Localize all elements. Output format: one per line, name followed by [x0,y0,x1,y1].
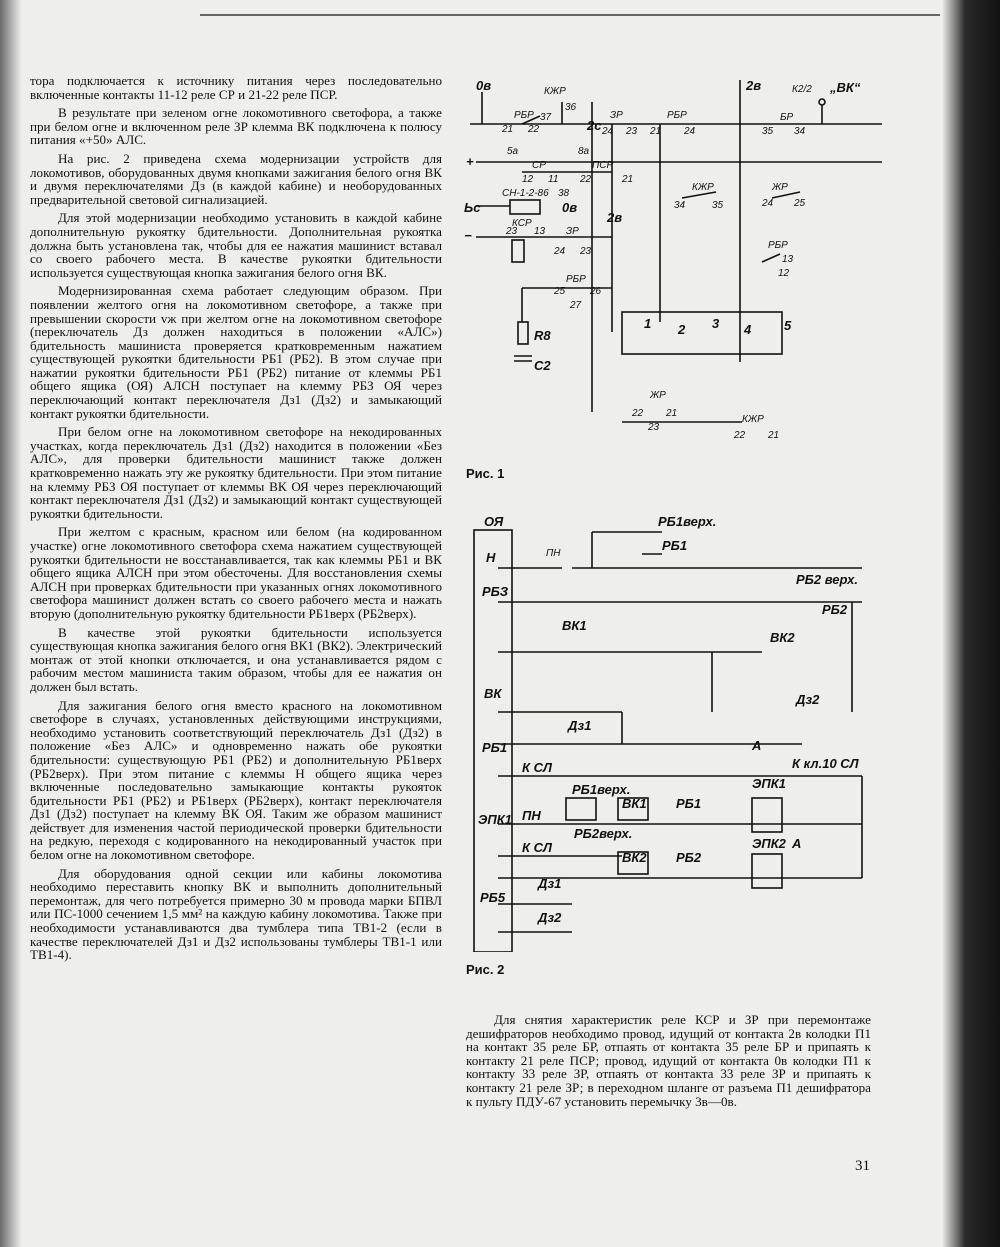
fig1-label: 13 [782,254,794,265]
fig1-label: 23 [648,422,660,433]
paragraph: Для зажигания белого огня вместо красного на локомотивном светофоре в случаях, установленных действующими инструкциями, необходимо установить соответствующий переключатель Дз1 (Дз2) в положение «Без АЛС» и одновременно нажать обе рукоятки бдительности: существующую РБ1 (РБ2) и дополнительную РБ1верх (РБ2верх). При этом питание с клеммы Н общего ящика через включенные последовательно замыкающие контакты рукояток бдительности РБ1 (РБ2) и РБ1верх (РБ2верх), контакт переключателя Дз1 (Дз2) поступает на клемму ВК ОЯ. Таким же образом машинист действует для изменения частой периодической проверки бдительности на редкую, переходя с кодированного на некодированный участок при белом огне на локомотивном светофоре. [30,697,442,863]
figure-2-schematic [462,512,882,952]
figure-1-caption: Рис. 1 [466,466,505,481]
paragraph: Для этой модернизации необходимо установить в каждой кабине дополнительную рукоятку бдительности. Дополнительная рукоятка должна быть установлена так, чтобы для ее нажатия машинист вставал со своего рабочего места. В качестве рукоятки бдительности используется существующая кнопка зажигания белого огня ВК. [30,210,442,280]
fig2-label: ВК1 [622,796,647,811]
fig2-label: К кл.10 СЛ [792,756,859,771]
fig1-label: 23 [626,126,638,137]
fig2-label: РБ1верх. [572,782,631,797]
paragraph: Модернизированная схема работает следующим образом. При появлении желтого огня на локомотивном светофоре, а также при превышении скорости vж при желтом огне на локомотивном светофоре (переключатель Дз должен находиться в положении «АЛС») бдительность машиниста проверяется кратковременным нажатием существующей рукоятки бдительности РБ1 (РБ2). В этом случае при нажатии рукоятки бдительности РБ1 (РБ2) питание от клеммы РБ1 общего ящика (ОЯ) АЛСН поступает на клемму РБЗ ОЯ через переключающий контакт переключателя Дз1 (Дз2) и замыкающий контакт рукоятки бдительности. [30,283,442,421]
fig1-label: РБР [667,110,687,121]
fig2-label: Дз2 [796,692,820,707]
fig2-label: Дз1 [568,718,592,733]
paragraph: При желтом с красным, красном или белом (на кодированном участке) огне локомотивного светофора схема нажатием существующей рукоятки бдительности не восстанавливается, так как клеммы РБ1 и ВК общего ящика АЛСН при этом обесточены. Для восстановления схемы АЛСН при проверках бдительности при указанных огнях локомотивного светофора машинист должен встать со своего рабочего места и нажать вторую (дополнительную рукоятку бдительности РБ1верх (РБ2верх). [30,524,442,621]
left-text-column [30,74,442,967]
fig1-label: 0в [562,200,578,215]
fig1-label: 4 [744,322,752,337]
paragraph: В результате при зеленом огне локомотивного светофора, а также при белом огне и включенном реле ЗР клемма ВК подключена к полюсу питания «+50» АЛС. [30,105,442,148]
fig2-label: ЭПК2 [752,836,786,851]
figure-2-caption: Рис. 2 [466,962,505,977]
fig1-label: 21 [650,126,662,137]
fig1-label: 5 [784,318,792,333]
fig1-label: 36 [565,102,577,113]
fig1-label: ЖР [650,390,666,401]
fig1-label: РБР [514,110,534,121]
fig2-label: Дз2 [538,910,562,925]
fig2-label: РБ1 [662,538,688,553]
fig1-label: 27 [570,300,582,311]
top-rule [200,14,940,16]
fig1-label: 25 [794,198,806,209]
fig1-label: 24 [762,198,774,209]
scan-edge-left [0,0,22,1247]
fig1-label: РБР [566,274,586,285]
fig1-label: 8а [578,146,590,157]
fig1-label: КСР [512,218,532,229]
fig2-label: ПН [546,548,561,559]
fig1-label: 23 [506,226,518,237]
fig1-label: 22 [632,408,644,419]
fig2-label: РБЗ [482,584,509,599]
fig1-label: R8 [534,328,551,343]
fig2-label: ВК2 [622,850,647,865]
fig1-label: 21 [666,408,678,419]
fig1-label: ПСР [592,160,614,171]
fig2-label: ВК [484,686,502,701]
fig1-label: + [466,154,474,169]
paragraph: Для оборудования одной секции или кабины локомотива необходимо переставить кнопку ВК и выполнить дополнительный перемонтаж, для чего потребуется примерно 30 м провода марки БПВЛ или ПС-1000 сечением 1,5 мм² на каждую кабину локомотива. Также при необходимости устанавливаются два тумблера типа ТВ1-2 (если в качестве переключателей Дз1 и Дз2 использованы тумблеры ТВ1-1 или ТВ1-4). [30,865,442,963]
fig1-label: 23 [580,246,592,257]
fig1-label: 24 [554,246,566,257]
figure-1-schematic [462,72,882,452]
fig1-label: КЖР [544,86,566,97]
fig2-label: ПН [522,808,541,823]
page-number: 31 [855,1158,870,1174]
fig2-label: ВК1 [562,618,587,633]
fig1-label: 2с [587,118,602,133]
fig1-label: КЖР [692,182,714,193]
fig2-label: ВК2 [770,630,795,645]
fig1-label: Ьс [464,200,481,215]
fig2-label: РБ1 [676,796,702,811]
fig1-label: 12 [778,268,790,279]
fig1-label: КЖР [742,414,764,425]
fig1-label: − [464,228,472,243]
fig1-label: 38 [558,188,570,199]
fig1-label: К2/2 [792,84,812,95]
right-text-column [466,1013,871,1108]
fig1-label: С2 [534,358,551,373]
fig1-label: 21 [768,430,780,441]
fig1-label: 34 [674,200,686,211]
fig2-label: РБ2 верх. [796,572,858,587]
fig1-label: 0в [476,78,492,93]
fig1-label: 25 [554,286,566,297]
fig1-label: ЖР [772,182,788,193]
fig2-label: К СЛ [522,760,552,775]
fig1-label: „ВК“ [830,80,861,95]
fig1-label: 3 [712,316,720,331]
fig1-label: БР [780,112,794,123]
paragraph: В качестве этой рукоятки бдительности используется существующая кнопка зажигания белого огня ВК1 (ВК2). Электрический монтаж от этой кнопки отключается, и она устанавливается рядом с рабочим местом машиниста таким образом, чтобы для ее нажатия он должен был встать. [30,624,442,694]
fig2-label: К СЛ [522,840,552,855]
fig2-label: А [752,738,762,753]
fig2-label: Дз1 [538,876,562,891]
fig2-label: Н [486,550,496,565]
fig1-label: 21 [502,124,514,135]
fig1-label: ЗР [566,226,579,237]
fig2-label: РБ2верх. [574,826,633,841]
fig1-label: 24 [684,126,696,137]
fig1-label: 22 [734,430,746,441]
fig1-label: СР [532,160,546,171]
paragraph: На рис. 2 приведена схема модернизации устройств для локомотивов, оборудованных двумя кнопками зажигания белого огня ВК и двумя переключателями Дз (в каждой кабине) и необорудованных предварительной световой сигнализацией. [30,150,442,207]
scan-edge-right [942,0,1000,1247]
fig1-label: 34 [794,126,806,137]
fig1-label: 5а [507,146,519,157]
fig1-label: СН-1-2-86 [502,188,549,199]
fig2-label: РБ2 [822,602,848,617]
fig1-label: 12 [522,174,534,185]
fig1-label: 2в [746,78,762,93]
fig1-label: РБР [768,240,788,251]
fig1-label: 26 [590,286,602,297]
fig2-label: РБ5 [480,890,506,905]
paragraph: тора подключается к источнику питания через последовательно включенные контакты 11-12 реле СР и 21-22 реле ПСР. [30,73,442,102]
fig1-label: 2в [607,210,623,225]
fig2-label: ЭПК1 [752,776,786,791]
fig1-label: 22 [580,174,592,185]
fig2-label: ЭПК1 [478,812,512,827]
fig1-label: 22 [528,124,540,135]
fig1-label: 2 [678,322,686,337]
fig2-label: А [792,836,802,851]
fig2-label: РБ1верх. [658,514,717,529]
fig2-label: РБ2 [676,850,702,865]
fig1-label: 13 [534,226,546,237]
paragraph: При белом огне на локомотивном светофоре на некодированных участках, когда переключатель Дз1 (Дз2) находится в положении «Без АЛС», для проверки бдительности машинист также должен кратковременно нажать эту же рукоятку бдительности. При этом питание на клемму РБЗ ОЯ поступает от клеммы ВК ОЯ через переключающий контакт переключателя Дз1 (Дз2) и замыкающий контакт существующей рукоятки бдительности. [30,424,442,521]
fig1-label: ЗР [610,110,623,121]
fig1-label: 24 [602,126,614,137]
fig1-label: 37 [540,112,552,123]
paragraph: Для снятия характеристик реле КСР и ЗР при перемонтаже дешифраторов необходимо провод, идущий от контакта 2в колодки П1 на контакт 35 реле БР, отпаять от контакта 35 реле БР и припаять к контакту 21 реле ПСР; провод, идущий от контакта 0в колодки П1 к контакту 33 реле ЗР, отпаять от контакта 33 реле ЗР и припаять к контакту 21 реле ЗР; в переходном шланге от разъема П1 дешифратора к пульту ПДУ-67 установить перемычку 3в—0в. [466,1012,871,1109]
fig1-label: 1 [644,316,652,331]
fig2-label: РБ1 [482,740,508,755]
fig1-label: 35 [712,200,724,211]
fig2-label: ОЯ [484,514,504,529]
fig1-label: 35 [762,126,774,137]
fig1-label: 21 [622,174,634,185]
fig1-label: 11 [548,174,559,185]
